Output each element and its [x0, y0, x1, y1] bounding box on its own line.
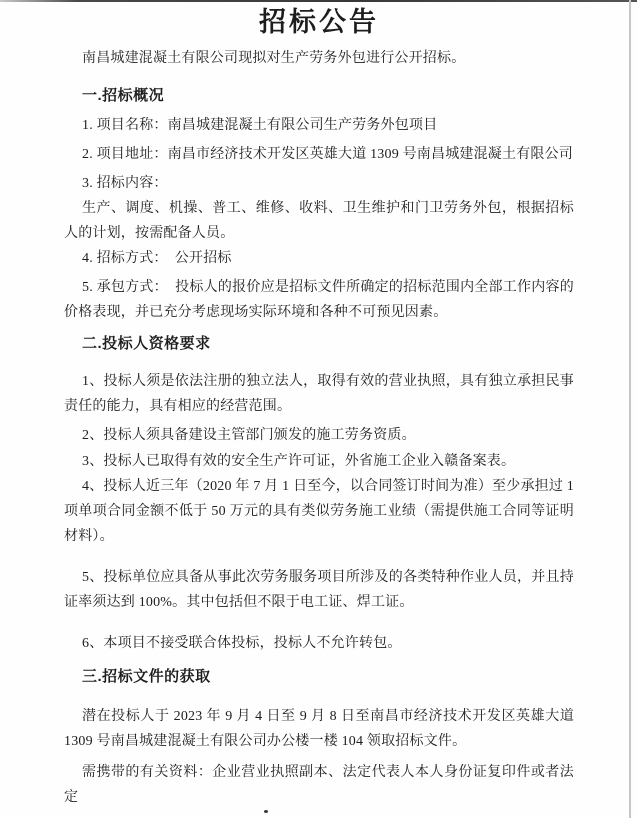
document-title: 招标公告 [259, 7, 379, 37]
qualification-item-6: 6、本项目不接受联合体投标，投标人不允许转包。 [82, 636, 402, 651]
qualification-item-3: 3、投标人已取得有效的安全生产许可证，外省施工企业入赣备案表。 [82, 454, 516, 469]
scan-speck [264, 810, 268, 813]
qualification-item-5: 5、投标单位应具备从事此次劳务服务项目所涉及的各类特种作业人员，并且持证率须达到 100%。其中包括但不限于电工证、焊工证。 [64, 570, 574, 610]
overview-item-content-detail: 生产、调度、机操、普工、维修、收料、卫生维护和门卫劳务外包，根据招标人的计划，按需配备人员。 [64, 201, 574, 241]
qualification-item-1: 1、投标人须是依法注册的独立法人，取得有效的营业执照，具有独立承担民事责任的能力，具有相应的经营范围。 [64, 374, 574, 414]
intro-paragraph: 南昌城建混凝土有限公司现拟对生产劳务外包进行公开招标。 [82, 51, 466, 66]
document-content [64, 0, 574, 810]
qualification-item-2: 2、投标人须具备建设主管部门颁发的施工劳务资质。 [82, 428, 416, 443]
section-heading-qualifications: 二.投标人资格要求 [82, 335, 211, 352]
overview-item-tender-method: 4. 招标方式： 公开招标 [82, 251, 232, 266]
section-heading-overview: 一.招标概况 [82, 87, 165, 104]
acquisition-paragraph-materials: 需携带的有关资料：企业营业执照副本、法定代表人本人身份证复印件或者法定 [64, 765, 574, 805]
acquisition-paragraph-time-place: 潜在投标人于 2023 年 9 月 4 日至 9 月 8 日至南昌市经济技术开发区英雄大道 1309 号南昌城建混凝土有限公司办公楼一楼 104 领取招标文件。 [64, 709, 574, 749]
section-heading-document-acquisition: 三.招标文件的获取 [82, 668, 211, 685]
overview-item-project-name: 1. 项目名称：南昌城建混凝土有限公司生产劳务外包项目 [82, 118, 438, 133]
overview-item-tender-content: 3. 招标内容： [82, 176, 168, 191]
overview-item-contract-method: 5. 承包方式： 投标人的报价应是招标文件所确定的招标范围内全部工作内容的价格表现，并已充分考虑现场实际环境和各种不可预见因素。 [64, 280, 574, 320]
overview-item-project-address: 2. 项目地址：南昌市经济技术开发区英雄大道 1309 号南昌城建混凝土有限公司 [82, 147, 573, 162]
qualification-item-4: 4、投标人近三年（2020 年 7 月 1 日至今，以合同签订时间为准）至少承担过 1 项单项合同金额不低于 50 万元的具有类似劳务施工业绩（需提供施工合同等证明材料）。 [64, 479, 574, 544]
scan-edge-right [629, 0, 631, 818]
